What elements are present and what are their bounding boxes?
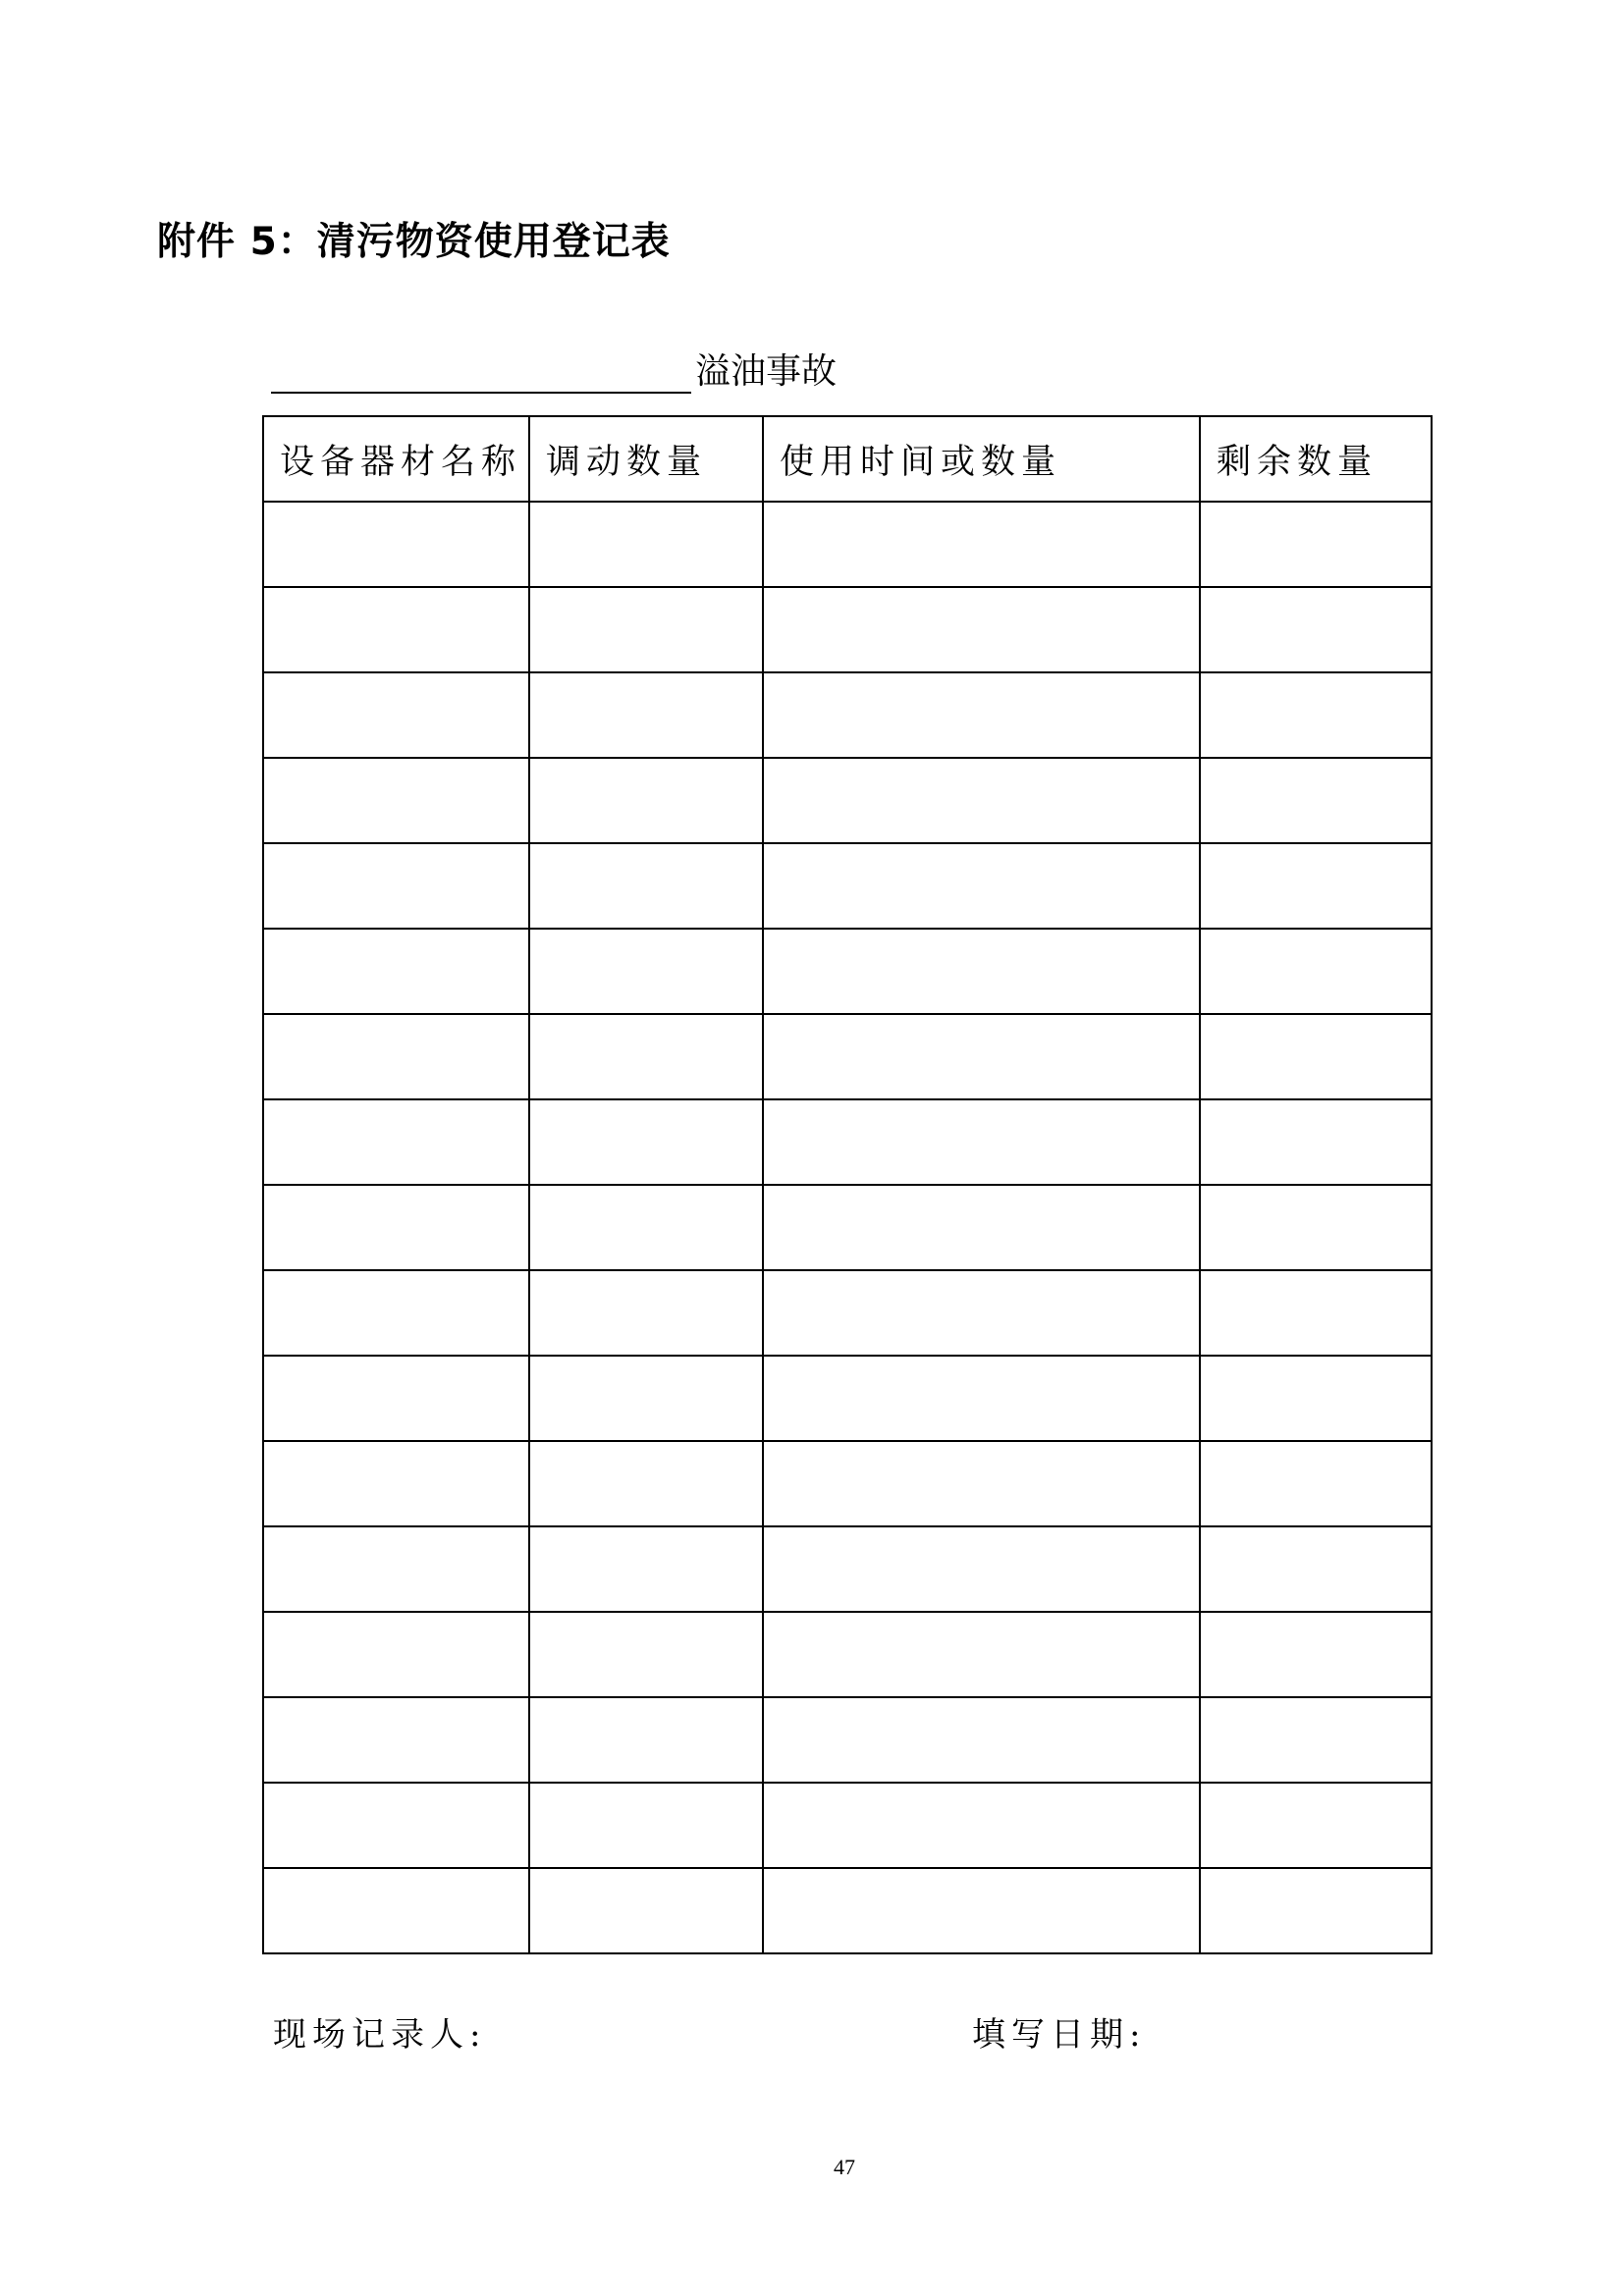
table-row [263, 502, 1432, 587]
table-cell[interactable] [529, 672, 763, 758]
table-cell[interactable] [263, 587, 529, 672]
incident-title-label: 溢油事故 [695, 351, 838, 392]
table-cell[interactable] [263, 1697, 529, 1783]
table-cell[interactable] [1200, 929, 1432, 1014]
table-cell[interactable] [263, 1099, 529, 1185]
table-row [263, 587, 1432, 672]
table-cell[interactable] [763, 1868, 1200, 1953]
table-cell[interactable] [1200, 1270, 1432, 1356]
table-cell[interactable] [263, 1612, 529, 1697]
table-cell[interactable] [763, 1014, 1200, 1099]
header-dispatched-quantity: 调动数量 [529, 416, 763, 502]
table-row [263, 1526, 1432, 1612]
table-cell[interactable] [263, 1441, 529, 1526]
table-cell[interactable] [529, 1014, 763, 1099]
table-cell[interactable] [529, 1270, 763, 1356]
table-cell[interactable] [263, 1014, 529, 1099]
table-cell[interactable] [529, 758, 763, 843]
table-cell[interactable] [763, 1441, 1200, 1526]
table-row [263, 1099, 1432, 1185]
table-cell[interactable] [529, 1526, 763, 1612]
table-row [263, 1868, 1432, 1953]
table-cell[interactable] [1200, 1356, 1432, 1441]
table-cell[interactable] [763, 1783, 1200, 1868]
table-cell[interactable] [1200, 672, 1432, 758]
table-row [263, 672, 1432, 758]
table-cell[interactable] [529, 1441, 763, 1526]
table-row [263, 1270, 1432, 1356]
table-cell[interactable] [263, 843, 529, 929]
table-cell[interactable] [263, 1526, 529, 1612]
table-cell[interactable] [1200, 1697, 1432, 1783]
table-cell[interactable] [763, 587, 1200, 672]
table-cell[interactable] [763, 1099, 1200, 1185]
page-number: 47 [834, 2155, 855, 2179]
table-cell[interactable] [763, 672, 1200, 758]
table-cell[interactable] [1200, 1441, 1432, 1526]
table-cell[interactable] [763, 1185, 1200, 1270]
table-cell[interactable] [1200, 502, 1432, 587]
table-cell[interactable] [263, 1356, 529, 1441]
table-cell[interactable] [1200, 758, 1432, 843]
table-cell[interactable] [529, 587, 763, 672]
table-cell[interactable] [529, 929, 763, 1014]
table-row [263, 1441, 1432, 1526]
table-cell[interactable] [263, 672, 529, 758]
table-cell[interactable] [263, 502, 529, 587]
table-cell[interactable] [763, 1270, 1200, 1356]
supply-usage-table [262, 415, 1433, 1954]
table-cell[interactable] [1200, 843, 1432, 929]
table-cell[interactable] [1200, 1526, 1432, 1612]
table-row [263, 1185, 1432, 1270]
table-row [263, 1697, 1432, 1783]
table-cell[interactable] [263, 1868, 529, 1953]
header-remaining-quantity: 剩余数量 [1200, 416, 1432, 502]
table-header-row [263, 416, 1432, 502]
incident-title [271, 344, 837, 394]
table-cell[interactable] [763, 1356, 1200, 1441]
table-cell[interactable] [529, 1185, 763, 1270]
table-row [263, 758, 1432, 843]
table-cell[interactable] [763, 758, 1200, 843]
table-cell[interactable] [263, 1185, 529, 1270]
table-row [263, 929, 1432, 1014]
table-row [263, 1783, 1432, 1868]
table-cell[interactable] [763, 843, 1200, 929]
table-cell[interactable] [263, 929, 529, 1014]
recorder-label: 现场记录人: [273, 2015, 487, 2055]
table-cell[interactable] [1200, 1185, 1432, 1270]
table-cell[interactable] [529, 1356, 763, 1441]
table-cell[interactable] [263, 1783, 529, 1868]
table-cell[interactable] [763, 502, 1200, 587]
table-cell[interactable] [529, 1099, 763, 1185]
table-cell[interactable] [529, 502, 763, 587]
table-cell[interactable] [1200, 1099, 1432, 1185]
table-cell[interactable] [529, 1868, 763, 1953]
table-cell[interactable] [529, 1612, 763, 1697]
table-row [263, 1612, 1432, 1697]
table-cell[interactable] [1200, 1868, 1432, 1953]
table-row [263, 1356, 1432, 1441]
table-cell[interactable] [529, 843, 763, 929]
table-cell[interactable] [763, 1697, 1200, 1783]
date-label: 填写日期: [972, 2015, 1147, 2055]
table-cell[interactable] [529, 1783, 763, 1868]
table-cell[interactable] [263, 758, 529, 843]
table-cell[interactable] [1200, 1783, 1432, 1868]
table-cell[interactable] [763, 929, 1200, 1014]
table-row [263, 1014, 1432, 1099]
table-cell[interactable] [1200, 1014, 1432, 1099]
table-cell[interactable] [763, 1612, 1200, 1697]
header-equipment-name: 设备器材名称 [263, 416, 529, 502]
table-cell[interactable] [263, 1270, 529, 1356]
header-usage-time-or-quantity: 使用时间或数量 [763, 416, 1200, 502]
table-row [263, 843, 1432, 929]
table-cell[interactable] [529, 1697, 763, 1783]
incident-name-blank[interactable] [271, 352, 691, 394]
page-heading: 附件 5：清污物资使用登记表 [157, 220, 671, 264]
table-cell[interactable] [763, 1526, 1200, 1612]
table-cell[interactable] [1200, 587, 1432, 672]
table-cell[interactable] [1200, 1612, 1432, 1697]
